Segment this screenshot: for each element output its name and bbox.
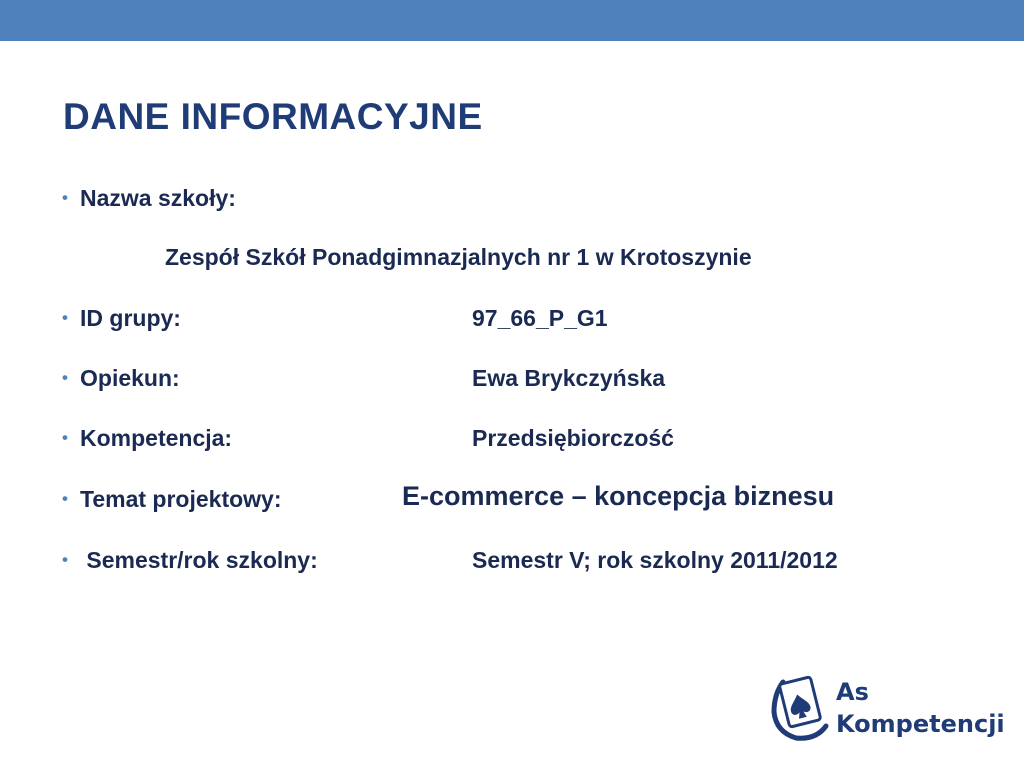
group-id-value: 97_66_P_G1	[472, 305, 608, 331]
logo-wordmark	[836, 676, 1005, 740]
top-accent-band	[0, 0, 1024, 41]
bullet-icon: •	[62, 188, 68, 207]
project-topic-label: Temat projektowy:	[80, 486, 282, 512]
school-name: Zespół Szkół Ponadgimnazjalnych nr 1 w Krotoszynie	[165, 244, 752, 270]
group-id-label: ID grupy:	[80, 305, 181, 331]
competence-label: Kompetencja:	[80, 425, 233, 451]
logo-line-as: As	[836, 678, 869, 706]
supervisor-label: Opiekun:	[80, 365, 180, 391]
bullet-icon: •	[62, 308, 68, 327]
bullet-icon: •	[62, 550, 68, 569]
bullet-icon: •	[62, 489, 68, 508]
semester-value: Semestr V; rok szkolny 2011/2012	[472, 547, 838, 573]
logo-card-spade-icon	[770, 672, 832, 742]
bullet-icon: •	[62, 368, 68, 387]
competence-value: Przedsiębiorczość	[472, 425, 674, 451]
as-kompetencji-logo	[770, 672, 1005, 744]
supervisor-value: Ewa Brykczyńska	[472, 365, 666, 391]
logo-line-kompetencji: Kompetencji	[836, 710, 1005, 738]
slide-title: DANE INFORMACYJNE	[63, 96, 483, 137]
project-topic-value: E-commerce – koncepcja biznesu	[402, 481, 835, 511]
school-label: Nazwa szkoły:	[80, 185, 236, 211]
bullet-icon: •	[62, 428, 68, 447]
semester-label: Semestr/rok szkolny:	[80, 547, 318, 573]
